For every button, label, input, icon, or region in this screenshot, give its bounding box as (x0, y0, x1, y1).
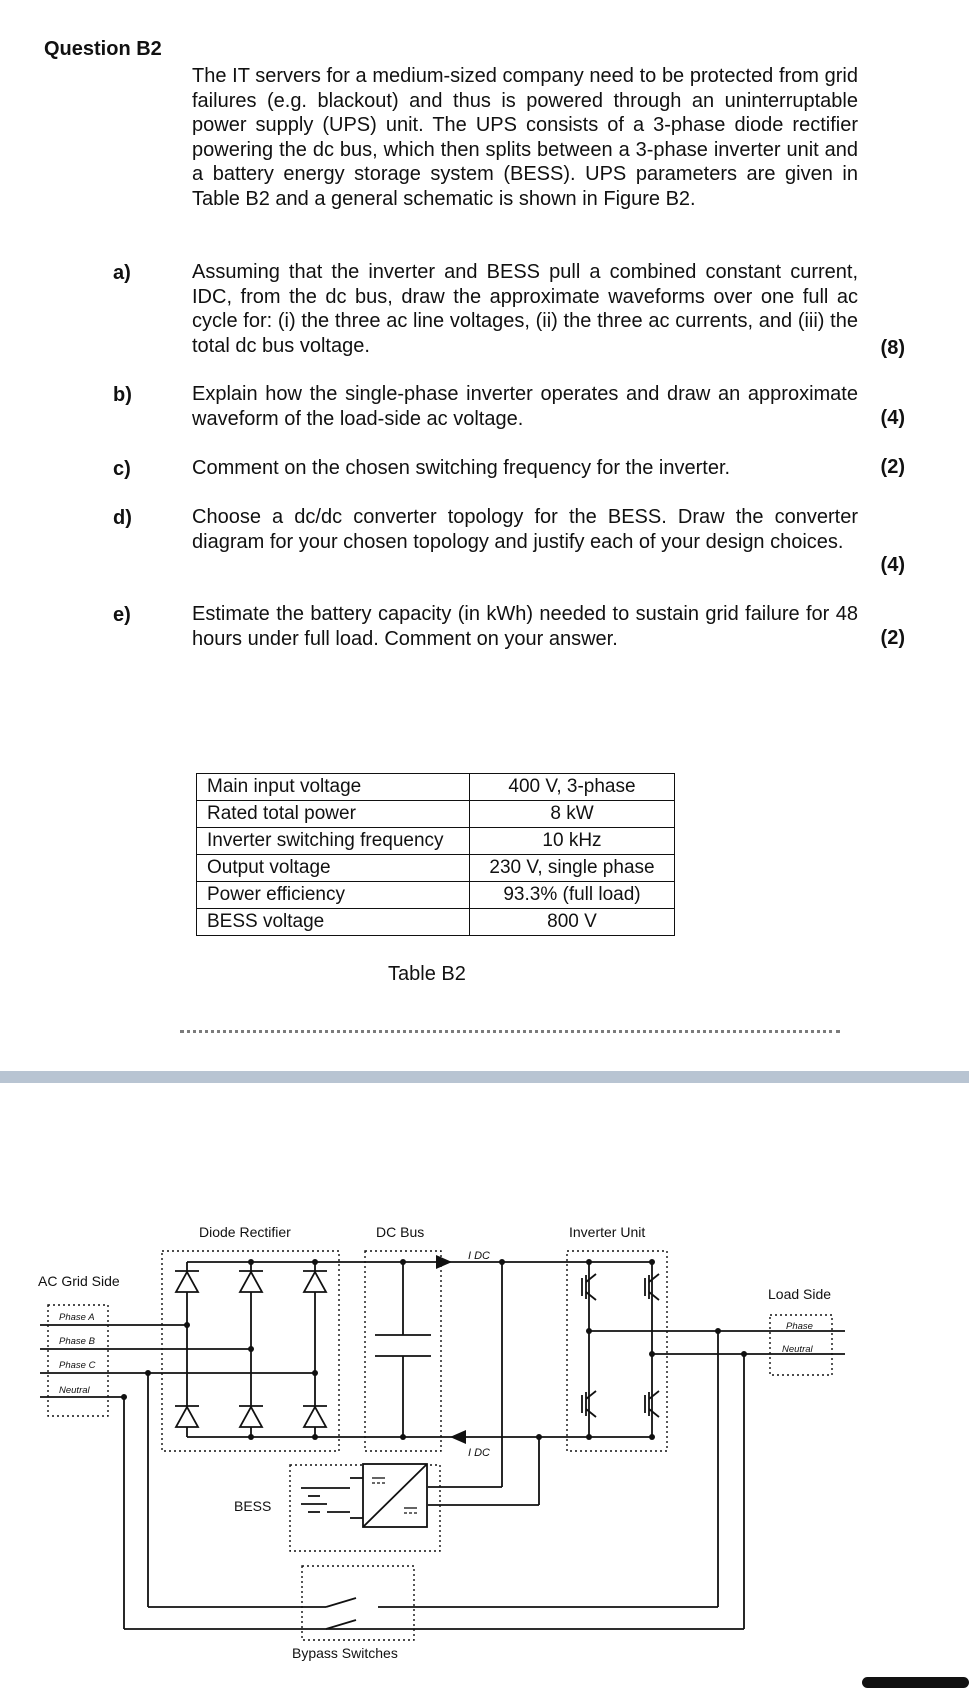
part-a-marks: (8) (880, 337, 905, 359)
part-d-label: d) (113, 507, 132, 529)
part-b-text: Explain how the single-phase inverter operates and draw an approximate waveform of the load-side ac voltage. (192, 383, 858, 430)
part-a-label: a) (113, 262, 131, 284)
label-phase-b: Phase B (59, 1336, 95, 1347)
part-d-marks: (4) (880, 554, 905, 576)
diode-icon (303, 1406, 327, 1427)
label-load-side: Load Side (768, 1286, 832, 1302)
label-phase-a: Phase A (59, 1312, 95, 1323)
label-dc-bus: DC Bus (376, 1224, 425, 1240)
table-value: 93.3% (full load) (470, 882, 675, 909)
diode-icon (303, 1271, 327, 1292)
table-caption: Table B2 (388, 963, 466, 985)
table-value: 10 kHz (470, 828, 675, 855)
page-divider (0, 1071, 969, 1083)
intro-paragraph: The IT servers for a medium-sized company need to be protected from grid failures (e.g. blackout) and thus is powered through an uninterruptable power supply (UPS) unit. The UPS consists of a 3-phase diode rectifier powering the dc bus, which then splits between a 3-phase inverter unit and a battery energy storage system (BESS). UPS parameters are given in Table B2 and a general schematic is shown in Figure B2. (192, 65, 858, 210)
diode-icon (239, 1406, 263, 1427)
table-row (197, 909, 675, 936)
label-inverter-unit: Inverter Unit (569, 1224, 646, 1240)
table-param: BESS voltage (197, 909, 470, 936)
diode-icon (239, 1271, 263, 1292)
label-idc-top: I DC (468, 1250, 490, 1262)
diode-icon (175, 1406, 199, 1427)
idc-arrow-left-icon (450, 1430, 466, 1444)
table-param: Rated total power (197, 801, 470, 828)
dcdc-converter-icon (350, 1464, 427, 1527)
label-bess: BESS (234, 1498, 272, 1514)
part-d-text: Choose a dc/dc converter topology for the BESS. Draw the converter diagram for your chosen topology and justify each of your design choices. (192, 506, 858, 553)
question-title: Question B2 (44, 38, 162, 60)
label-diode-rectifier: Diode Rectifier (199, 1224, 291, 1240)
table-value: 400 V, 3-phase (470, 774, 675, 801)
label-ac-grid-side: AC Grid Side (38, 1273, 120, 1289)
part-c-text: Comment on the chosen switching frequency for the inverter. (192, 457, 731, 479)
table-row (197, 801, 675, 828)
bypass-switch-icon (326, 1598, 378, 1629)
part-c-marks: (2) (880, 456, 905, 478)
table-row (197, 774, 675, 801)
part-e-label: e) (113, 604, 131, 626)
table-row (197, 855, 675, 882)
label-neutral: Neutral (59, 1385, 90, 1396)
label-bypass-switches: Bypass Switches (292, 1645, 398, 1661)
cut-off-text-line (180, 1030, 840, 1037)
part-c-label: c) (113, 458, 131, 480)
label-load-phase: Phase (786, 1321, 813, 1332)
table-value: 230 V, single phase (470, 855, 675, 882)
part-e-marks: (2) (880, 627, 905, 649)
battery-icon (301, 1488, 350, 1512)
home-indicator (862, 1677, 969, 1688)
diode-icon (175, 1271, 199, 1292)
part-a-text: Assuming that the inverter and BESS pull a combined constant current, IDC, from the dc bus, draw the approximate waveforms over one full ac cycle for: (i) the three ac line voltages, (ii) the three ac currents, and (iii) the total dc bus voltage. (192, 261, 858, 357)
label-load-neutral: Neutral (782, 1344, 813, 1355)
table-param: Inverter switching frequency (197, 828, 470, 855)
table-param: Output voltage (197, 855, 470, 882)
table-row (197, 828, 675, 855)
table-param: Main input voltage (197, 774, 470, 801)
parameters-table (196, 773, 675, 936)
table-value: 8 kW (470, 801, 675, 828)
table-value: 800 V (470, 909, 675, 936)
idc-arrow-right-icon (436, 1255, 452, 1269)
table-param: Power efficiency (197, 882, 470, 909)
part-b-marks: (4) (880, 407, 905, 429)
part-b-label: b) (113, 384, 132, 406)
table-row (197, 882, 675, 909)
part-e-text: Estimate the battery capacity (in kWh) needed to sustain grid failure for 48 hours under full load. Comment on your answer. (192, 603, 858, 650)
label-idc-bottom: I DC (468, 1447, 490, 1459)
ups-schematic (0, 1200, 969, 1670)
label-phase-c: Phase C (59, 1360, 96, 1371)
